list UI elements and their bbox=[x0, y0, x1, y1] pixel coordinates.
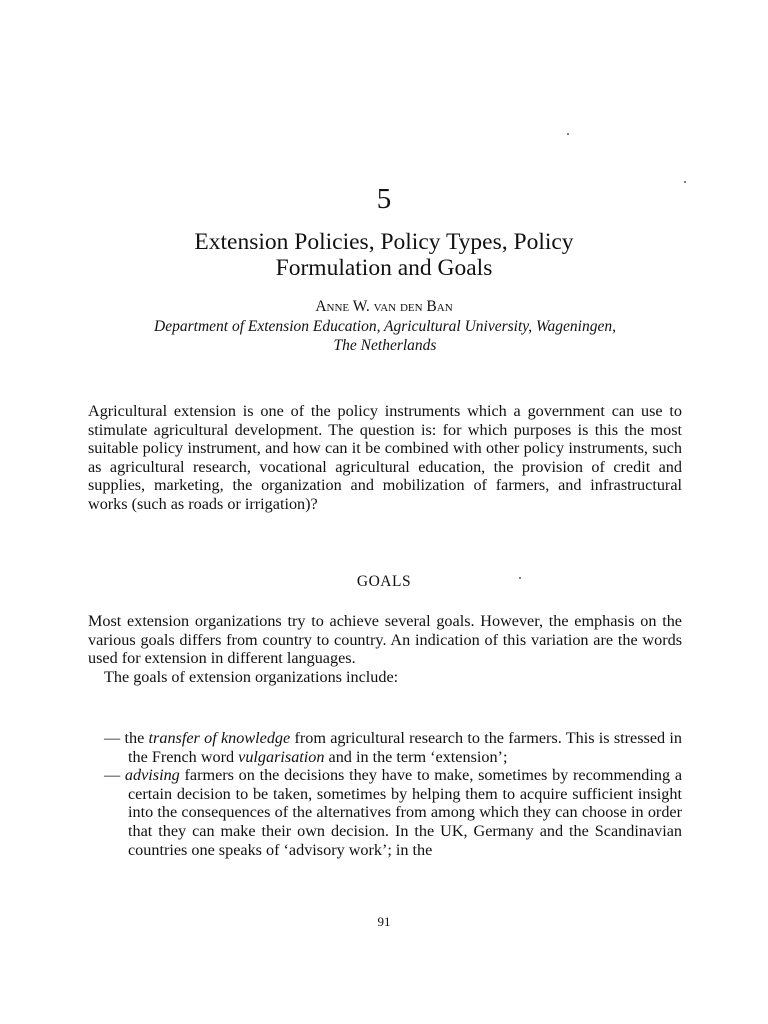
list-dash: — bbox=[104, 729, 125, 747]
goal-text: and in the term ‘extension’; bbox=[324, 747, 508, 766]
chapter-title-line-1: Extension Policies, Policy Types, Policy bbox=[194, 229, 574, 255]
page-number: 91 bbox=[377, 914, 391, 929]
goal-item-advising bbox=[104, 766, 682, 859]
chapter-title-line-2: Formulation and Goals bbox=[275, 255, 493, 281]
list-dash: — bbox=[104, 766, 125, 785]
affiliation-line-2: The Netherlands bbox=[333, 337, 437, 354]
goal-item-transfer bbox=[104, 729, 682, 766]
goals-section bbox=[88, 612, 682, 686]
author-name: Anne W. van den Ban bbox=[315, 298, 453, 315]
goal-text: the bbox=[124, 729, 149, 747]
goals-list bbox=[104, 729, 682, 859]
goal-emphasis: transfer of knowledge bbox=[148, 729, 291, 747]
goals-intro: The goals of extension organizations include: bbox=[104, 667, 399, 686]
abstract bbox=[88, 402, 682, 514]
goal-text: farmers on the decisions they have to make, sometimes by recommending a certain decision to be taken, sometimes by helping them to acquire sufficient insight into the consequences of the alternatives from among which they can choose in order that they can make their own decision. In the UK, Germany and the Scandinavian countries one speaks of ‘advisory work’; in the bbox=[128, 766, 683, 859]
chapter-title bbox=[60, 229, 708, 281]
abstract-paragraph: Agricultural extension is one of the policy instruments which a government can use to stimulate agricultural development. The question is: for which purposes is this the most suitable policy instrument, and how can it be combined with other policy instruments, such as agricultural research, vocational agricultural education, the provision of credit and supplies, marketing, the organization and mobilization of farmers, and infrastructural works (such as roads or irrigation)? bbox=[88, 402, 682, 513]
scan-speck bbox=[567, 133, 569, 135]
affiliation-line-1: Department of Extension Education, Agricultural University, Wageningen, bbox=[154, 318, 616, 335]
goal-emphasis: vulgarisation bbox=[238, 747, 325, 766]
author-affiliation bbox=[88, 317, 682, 355]
goals-paragraph: Most extension organizations try to achieve several goals. However, the emphasis on the various goals differs from country to country. An indication of this variation are the words used for extension in different languages. bbox=[88, 612, 682, 668]
section-heading: GOALS bbox=[356, 573, 412, 590]
goal-text: from agricultural research to the farmers. This is stressed in the French word bbox=[128, 729, 682, 766]
goal-emphasis: advising bbox=[124, 766, 180, 785]
chapter-number: 5 bbox=[376, 183, 392, 215]
